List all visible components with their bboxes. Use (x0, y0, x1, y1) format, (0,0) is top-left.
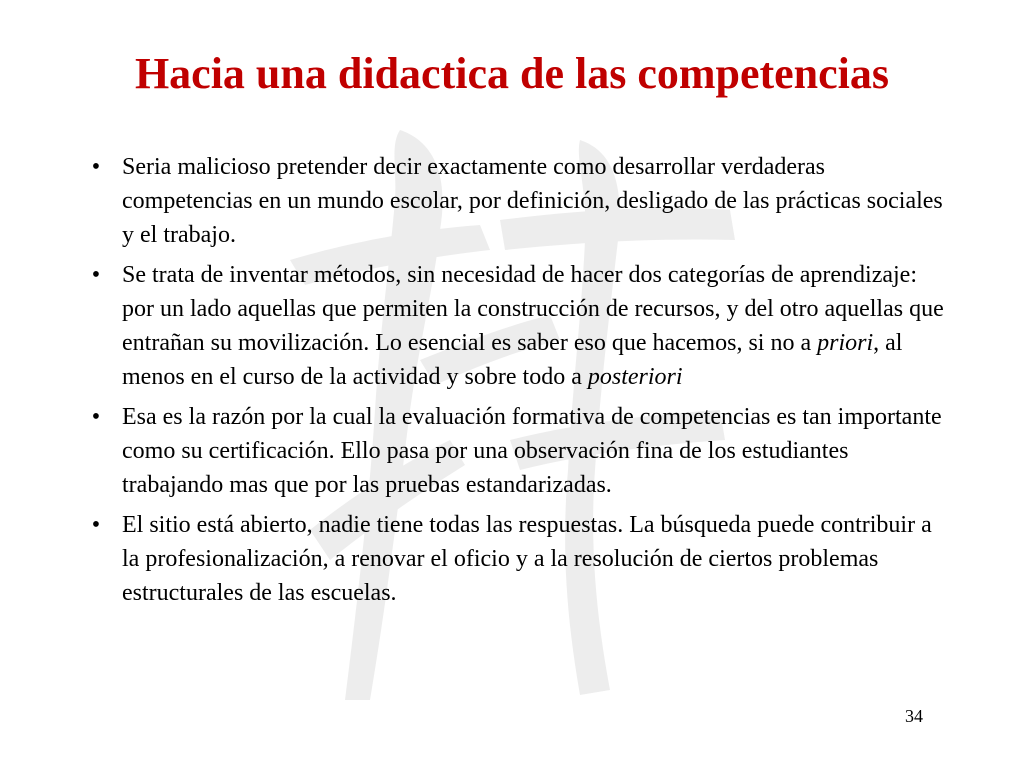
page-number: 34 (905, 706, 923, 726)
bullet-text: El sitio está abierto, nadie tiene todas las respuestas. La búsqueda puede contribuir a la profesionalización, a renovar el oficio y a la resolución de ciertos problemas estructurales de las escuelas. (122, 512, 932, 606)
bullet-text: , al menos en el curso de la actividad y sobre todo a (122, 330, 903, 390)
bullet-dot-icon: • (91, 154, 101, 180)
bullet-dot-icon: • (91, 512, 101, 538)
bullet-text: Se trata de inventar métodos, sin necesidad de hacer dos categorías de aprendizaje: por un lado aquellas que permiten la construcción de recursos, y del otro aquellas que entrañan su movilización. Lo esencial es saber eso que hacemos, si no a (122, 262, 944, 356)
bullet-text-italic: priori (817, 330, 874, 356)
bullet-list (86, 150, 946, 616)
bullet-text-italic: posteriori (587, 364, 683, 390)
bullet-item (86, 508, 946, 610)
slide-title: Hacia una didactica de las competencias (134, 49, 890, 98)
bullet-dot-icon: • (91, 262, 101, 288)
bullet-item (86, 150, 946, 252)
bullet-dot-icon: • (91, 404, 101, 430)
bullet-text: Seria malicioso pretender decir exactamente como desarrollar verdaderas competencias en un mundo escolar, por definición, desligado de las prácticas sociales y el trabajo. (122, 154, 943, 248)
bullet-item (86, 258, 946, 394)
bullet-text: Esa es la razón por la cual la evaluación formativa de competencias es tan importante como su certificación. Ello pasa por una observación fina de los estudiantes trabajando mas que por las pruebas estandarizadas. (122, 404, 942, 498)
bullet-item (86, 400, 946, 502)
